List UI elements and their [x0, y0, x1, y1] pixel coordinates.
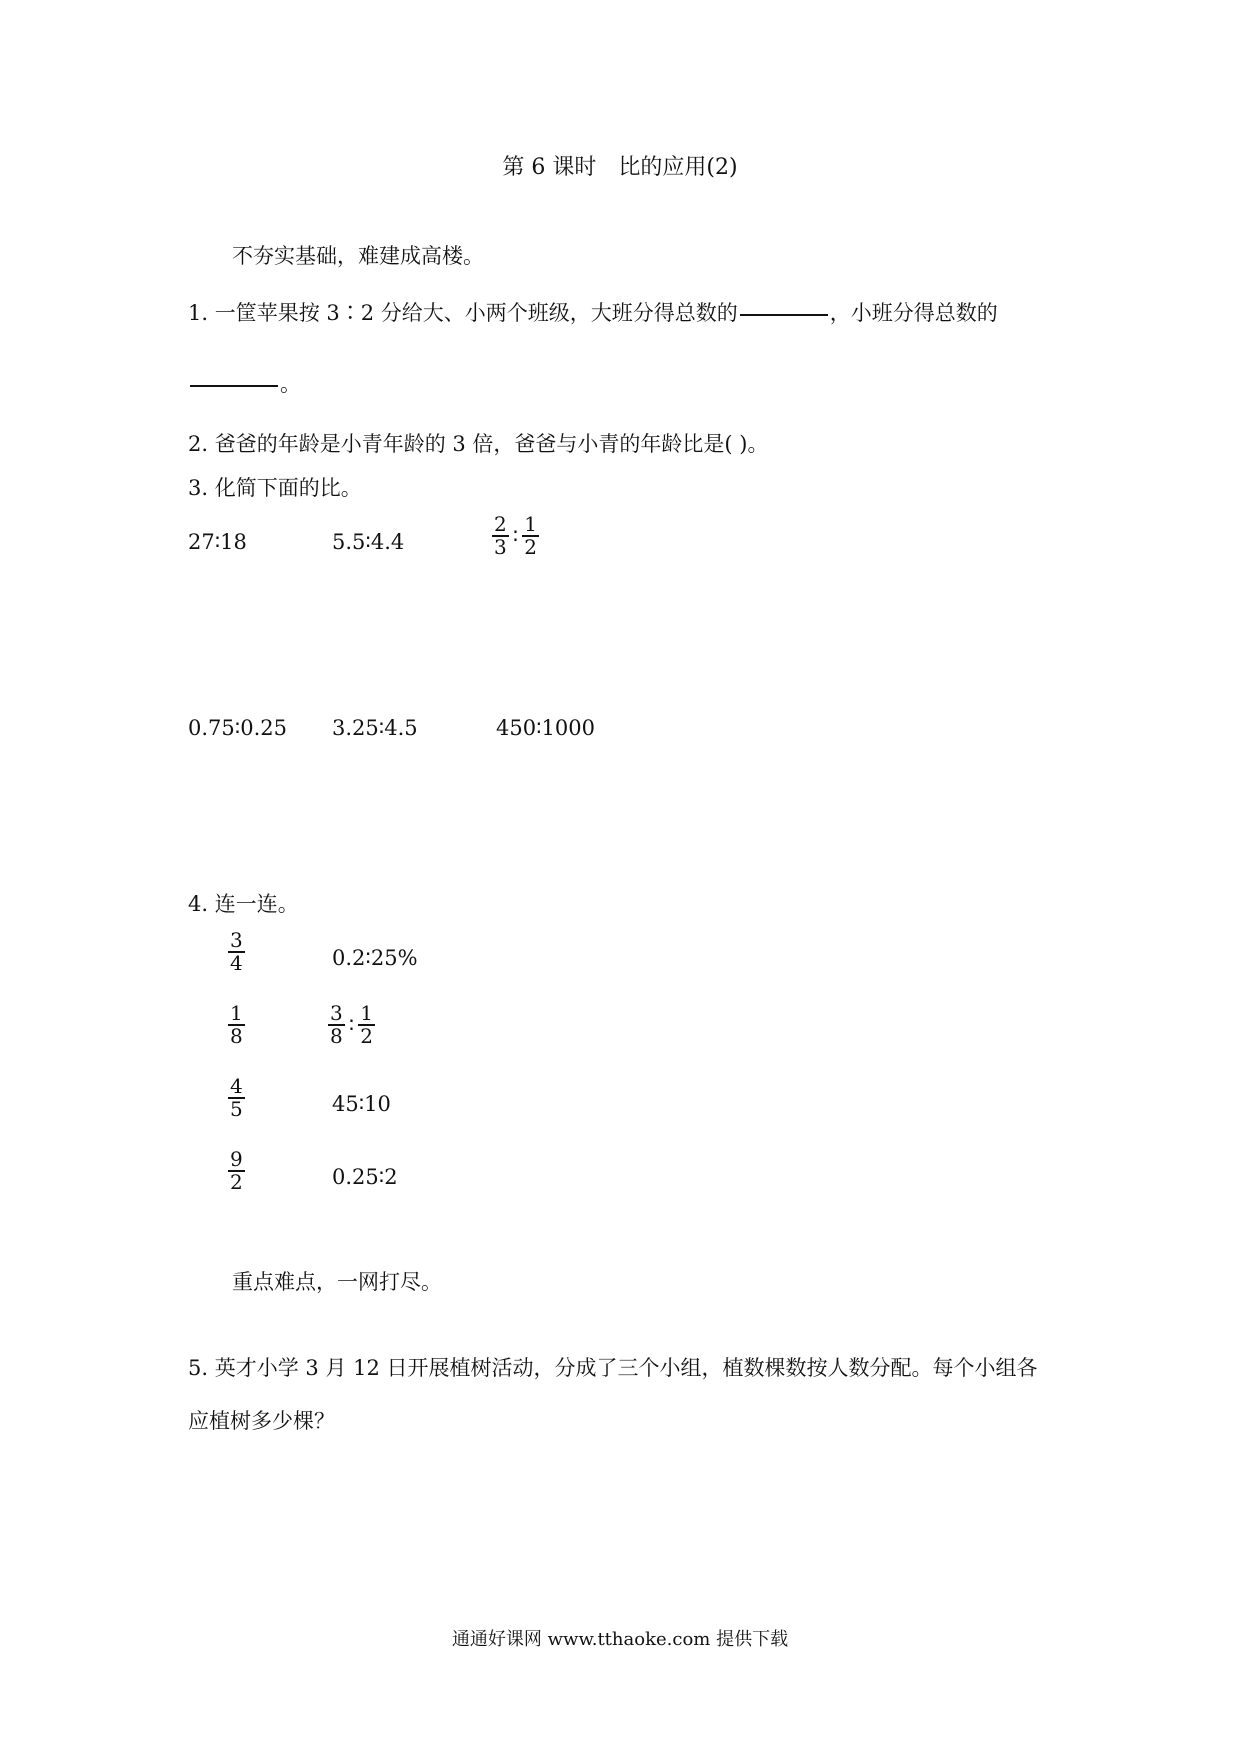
question-3-ratio-1: 27∶18: [188, 530, 247, 554]
answer-blank-large-class[interactable]: [740, 314, 828, 316]
page-title: [0, 150, 1240, 181]
fraction: [228, 1003, 245, 1047]
question-1-line-1: [188, 297, 998, 327]
fraction-denominator: 8: [330, 1024, 343, 1048]
match-right-1[interactable]: 0.2∶25%: [332, 946, 418, 970]
fraction-numerator: 3: [330, 1001, 343, 1025]
match-left-2[interactable]: [228, 1003, 245, 1047]
match-left-1[interactable]: [228, 930, 245, 974]
fraction-denominator: 2: [524, 535, 537, 559]
fraction-denominator: 2: [360, 1024, 373, 1048]
question-3-ratio-2: 5.5∶4.4: [332, 530, 405, 554]
fraction-numerator: 1: [230, 1001, 243, 1025]
question-3-ratio-4: 0.75∶0.25: [188, 716, 287, 740]
fraction: [492, 514, 509, 558]
footer-credit: 通通好课网 www.tthaoke.com 提供下载: [451, 1629, 789, 1650]
question-3-prompt: 3. 化简下面的比。: [188, 476, 362, 500]
fraction: [522, 514, 539, 558]
fraction: [358, 1003, 375, 1047]
question-1-text-a: 1. 一筐苹果按 3∶2 分给大、小两个班级，大班分得总数的: [188, 301, 738, 325]
ratio-colon: ∶: [512, 524, 519, 548]
fraction-denominator: 2: [230, 1170, 243, 1194]
fraction-numerator: 9: [230, 1147, 243, 1171]
question-3-ratio-5: 3.25∶4.5: [332, 716, 418, 740]
question-5-line-2: 应植树多少棵？: [188, 1409, 335, 1433]
match-right-3[interactable]: 45∶10: [332, 1092, 391, 1116]
fraction-denominator: 4: [230, 951, 243, 975]
fraction-denominator: 8: [230, 1024, 243, 1048]
lesson-number: 第 6 课时: [502, 155, 597, 180]
fraction-numerator: 3: [230, 928, 243, 952]
lesson-topic: 比的应用(2): [618, 155, 738, 180]
question-3-ratio-3: [492, 514, 539, 558]
question-2: 2. 爸爸的年龄是小青年龄的 3 倍，爸爸与小青的年龄比是( )。: [188, 432, 769, 456]
fraction: [228, 930, 245, 974]
fraction-numerator: 1: [524, 512, 537, 536]
fraction-numerator: 4: [230, 1074, 243, 1098]
question-1-line-2: [188, 368, 301, 398]
fraction-numerator: 2: [494, 512, 507, 536]
ratio-colon: ∶: [348, 1013, 355, 1037]
match-right-2[interactable]: [328, 1003, 375, 1047]
fraction-denominator: 3: [494, 535, 507, 559]
section-heading-basics: 不夯实基础，难建成高楼。: [232, 244, 484, 268]
question-3-ratio-6: 450∶1000: [496, 716, 595, 740]
fraction-numerator: 1: [360, 1001, 373, 1025]
question-1-text-c: 。: [280, 372, 301, 396]
fraction: [228, 1149, 245, 1193]
fraction: [228, 1076, 245, 1120]
match-left-3[interactable]: [228, 1076, 245, 1120]
question-4-prompt: 4. 连一连。: [188, 892, 299, 916]
question-1-text-b: ，小班分得总数的: [829, 301, 998, 325]
answer-blank-small-class[interactable]: [190, 385, 278, 387]
question-5-line-1: 5. 英才小学 3 月 12 日开展植树活动，分成了三个小组，植数棵数按人数分配。每个小组各: [188, 1356, 1038, 1380]
fraction-denominator: 5: [230, 1097, 243, 1121]
fraction: [328, 1003, 345, 1047]
match-left-4[interactable]: [228, 1149, 245, 1193]
match-right-4[interactable]: 0.25∶2: [332, 1165, 398, 1189]
section-heading-keypoints: 重点难点，一网打尽。: [232, 1270, 442, 1294]
